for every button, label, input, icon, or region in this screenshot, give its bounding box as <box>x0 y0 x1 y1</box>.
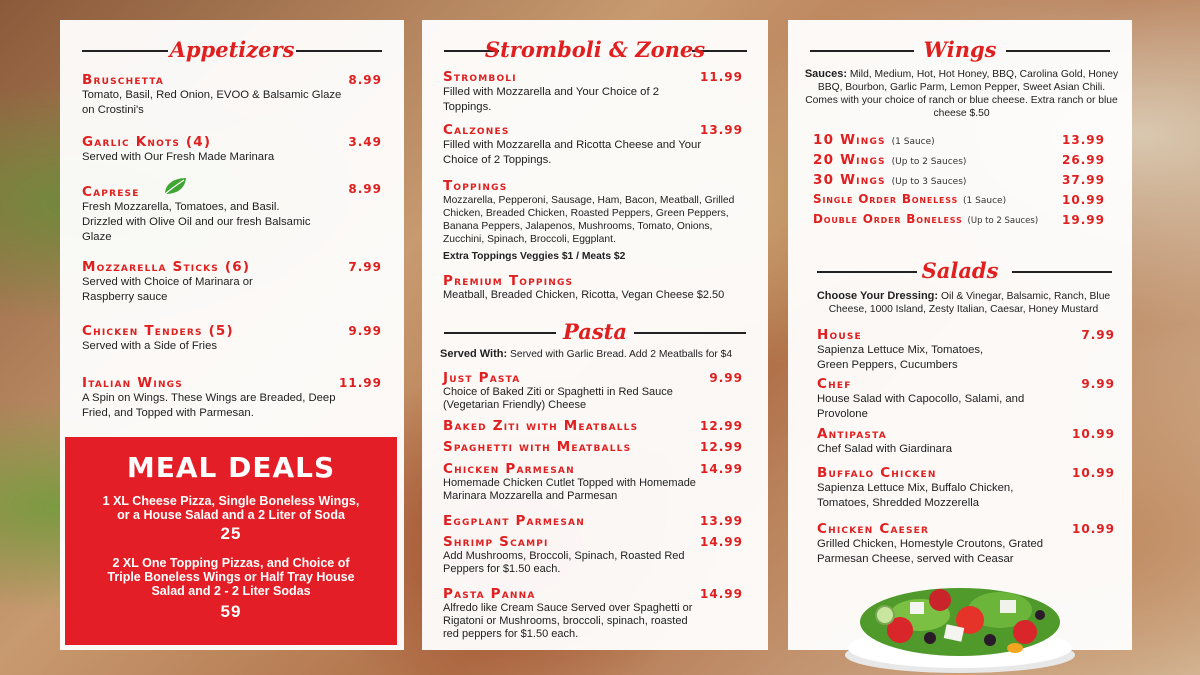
dressing-text: Oil & Vinegar, Balsamic, Ranch, Blue Cheese, 1000 Island, Zesty Italian, Caesar, Honey Mustard <box>828 291 1111 315</box>
menu-item <box>813 192 1105 206</box>
item-price: 13.99 <box>700 123 743 137</box>
item-note: (1 Sauce) <box>891 137 935 147</box>
salad-bowl-image <box>840 560 1080 675</box>
item-price: 3.49 <box>348 135 382 149</box>
menu-item <box>443 370 743 412</box>
menu-item <box>817 376 1115 422</box>
menu-item <box>813 212 1105 226</box>
item-price: 26.99 <box>1062 153 1105 167</box>
served-text: Served with Garlic Bread. Add 2 Meatballs for $4 <box>510 349 733 360</box>
item-price: 7.99 <box>1081 328 1115 342</box>
item-note: (1 Sauce) <box>963 196 1007 206</box>
stromboli-pasta-panel <box>422 20 768 650</box>
item-price: 11.99 <box>339 376 382 390</box>
item-name: Double Order Boneless <box>813 212 963 226</box>
menu-item <box>82 134 382 165</box>
extra-toppings: Extra Toppings Veggies $1 / Meats $2 <box>443 251 626 262</box>
meal-deal-text: 2 XL One Topping Pizzas, and Choice of Triple Boneless Wings or Half Tray House Salad and 2 - 2 Liter Sodas <box>107 556 355 598</box>
served-label: Served With: <box>440 348 508 360</box>
item-desc: House Salad with Capocollo, Salami, and Provolone <box>817 393 1025 420</box>
sauces-label: Sauces: <box>804 68 848 80</box>
item-price: 13.99 <box>1062 133 1105 147</box>
item-desc: Served with a Side of Fries <box>82 340 217 352</box>
item-name: Chicken Tenders (5) <box>82 323 234 339</box>
menu-item <box>813 172 1105 188</box>
wings-sauces <box>804 68 1119 120</box>
menu-item <box>443 122 743 168</box>
toppings-list: Mozzarella, Pepperoni, Sausage, Ham, Bacon, Meatball, Grilled Chicken, Breaded Chicken, Roasted Peppers, Green Peppers, Banana Peppers, Jalapenos, Mushrooms, Tomato, Onions, Zucchini, Spinach, Broccoli, Eggplant. <box>443 195 735 245</box>
item-note: (Up to 3 Sauces) <box>891 177 967 187</box>
item-price: 7.99 <box>348 260 382 274</box>
menu-item <box>443 461 743 503</box>
item-desc: Sapienza Lettuce Mix, Buffalo Chicken, Tomatoes, Shredded Mozzerella <box>817 482 1014 509</box>
menu-item <box>443 534 743 576</box>
item-name: Calzones <box>443 122 510 138</box>
item-price: 8.99 <box>348 73 382 87</box>
item-price: 10.99 <box>1072 522 1115 536</box>
item-price: 10.99 <box>1062 193 1105 207</box>
premium-toppings-block <box>443 273 748 302</box>
menu-item <box>443 69 743 115</box>
leaf-icon <box>162 176 188 196</box>
item-name: Baked Ziti with Meatballs <box>443 418 639 434</box>
item-name: Spaghetti with Meatballs <box>443 439 632 455</box>
menu-item <box>817 426 1115 457</box>
item-price: 13.99 <box>700 514 743 528</box>
menu-item <box>82 259 382 305</box>
item-name: Mozzarella Sticks (6) <box>82 259 251 275</box>
item-desc: Add Mushrooms, Broccoli, Spinach, Roasted Red Peppers for $1.50 each. <box>443 550 685 575</box>
menu-item <box>82 72 382 118</box>
sauces-text: Mild, Medium, Hot, Hot Honey, BBQ, Carolina Gold, Honey BBQ, Bourbon, Garlic Parm, Lemon Pepper, Sweet Asian Chili. Comes with your choice of ranch or blue cheese. Extra ranch or blue cheese $.50 <box>805 69 1119 119</box>
pasta-served-with <box>440 348 760 361</box>
item-price: 12.99 <box>700 440 743 454</box>
item-desc: Grilled Chicken, Homestyle Croutons, Grated Parmesan Cheese, served with Ceasar <box>817 538 1044 565</box>
menu-item <box>82 181 382 245</box>
item-desc: Filled with Mozzarella and Ricotta Cheese and Your Choice of 2 Toppings. <box>443 139 702 166</box>
item-name: Single Order Boneless <box>813 192 959 206</box>
menu-item <box>817 327 1115 373</box>
menu-item <box>817 465 1115 511</box>
premium-list: Meatball, Breaded Chicken, Ricotta, Vegan Cheese $2.50 <box>443 289 725 301</box>
item-name: Chef <box>817 376 852 392</box>
item-name: House <box>817 327 862 343</box>
item-price: 9.99 <box>348 324 382 338</box>
premium-title: Premium Toppings <box>443 273 574 289</box>
wings-heading: Wings <box>923 37 997 62</box>
item-price: 9.99 <box>709 371 743 385</box>
wings-salads-panel <box>788 20 1132 650</box>
menu-item <box>443 418 743 434</box>
item-name: Chicken Caeser <box>817 521 930 537</box>
item-desc: Choice of Baked Ziti or Spaghetti in Red Sauce (Vegetarian Friendly) Cheese <box>443 386 673 411</box>
item-name: Just Pasta <box>443 370 521 386</box>
item-name: 30 Wings <box>813 172 886 188</box>
item-name: Stromboli <box>443 69 517 85</box>
pasta-heading: Pasta <box>563 319 627 344</box>
item-note: (Up to 2 Sauces) <box>967 216 1039 226</box>
menu-item <box>443 586 743 641</box>
meal-deal-price: 59 <box>220 602 242 621</box>
item-name: 20 Wings <box>813 152 886 168</box>
item-desc: Served with Choice of Marinara or Raspberry sauce <box>82 276 253 303</box>
item-desc: Homemade Chicken Cutlet Topped with Homemade Marinara Mozzarella and Parmesan <box>443 477 696 502</box>
item-price: 10.99 <box>1072 427 1115 441</box>
item-desc: Sapienza Lettuce Mix, Tomatoes, Green Peppers, Cucumbers <box>817 344 984 371</box>
item-name: Shrimp Scampi <box>443 534 549 550</box>
salad-dressings <box>806 290 1121 316</box>
item-name: Buffalo Chicken <box>817 465 937 481</box>
menu-item <box>82 323 382 354</box>
meal-deal-text: 1 XL Cheese Pizza, Single Boneless Wings, or a House Salad and a 2 Liter of Soda <box>102 494 360 522</box>
item-desc: Fresh Mozzarella, Tomatoes, and Basil. Drizzled with Olive Oil and our fresh Balsamic Glaze <box>82 201 311 243</box>
item-desc: Alfredo like Cream Sauce Served over Spaghetti or Rigatoni or Mushrooms, broccoli, spinach, roasted red peppers for $1.50 each. <box>443 602 693 640</box>
item-name: Caprese <box>82 184 140 200</box>
menu-item <box>813 132 1105 148</box>
item-price: 14.99 <box>700 587 743 601</box>
item-note: (Up to 2 Sauces) <box>891 157 967 167</box>
appetizers-heading: Appetizers <box>169 37 295 62</box>
item-desc: A Spin on Wings. These Wings are Breaded, Deep Fried, and Topped with Parmesan. <box>82 392 336 419</box>
item-price: 12.99 <box>700 419 743 433</box>
meal-deal-price: 25 <box>220 524 242 543</box>
item-name: 10 Wings <box>813 132 886 148</box>
item-name: Bruschetta <box>82 72 165 88</box>
menu-item <box>443 439 743 455</box>
item-name: Chicken Parmesan <box>443 461 575 477</box>
salads-heading: Salads <box>921 258 999 283</box>
menu-item <box>443 513 743 529</box>
item-price: 10.99 <box>1072 466 1115 480</box>
toppings-block <box>443 178 748 263</box>
item-name: Italian Wings <box>82 375 183 391</box>
item-price: 19.99 <box>1062 213 1105 227</box>
item-price: 14.99 <box>700 535 743 549</box>
item-name: Antipasta <box>817 426 887 442</box>
item-desc: Served with Our Fresh Made Marinara <box>82 151 275 163</box>
item-desc: Chef Salad with Giardinara <box>817 443 953 455</box>
item-price: 11.99 <box>700 70 743 84</box>
menu-item <box>82 375 382 421</box>
item-name: Eggplant Parmesan <box>443 513 585 529</box>
item-price: 8.99 <box>348 182 382 196</box>
item-price: 9.99 <box>1081 377 1115 391</box>
meal-deals-title: MEAL DEALS <box>126 451 336 484</box>
item-name: Pasta Panna <box>443 586 536 602</box>
dressing-label: Choose Your Dressing: <box>816 290 939 302</box>
item-price: 14.99 <box>700 462 743 476</box>
item-desc: Tomato, Basil, Red Onion, EVOO & Balsamic Glaze on Crostini's <box>82 89 342 116</box>
meal-deals-box <box>65 437 397 645</box>
item-desc: Filled with Mozzarella and Your Choice of 2 Toppings. <box>443 86 660 113</box>
menu-item <box>813 152 1105 168</box>
toppings-title: Toppings <box>443 178 508 194</box>
item-price: 37.99 <box>1062 173 1105 187</box>
stromboli-heading: Stromboli & Zones <box>484 37 706 62</box>
item-name: Garlic Knots (4) <box>82 134 212 150</box>
